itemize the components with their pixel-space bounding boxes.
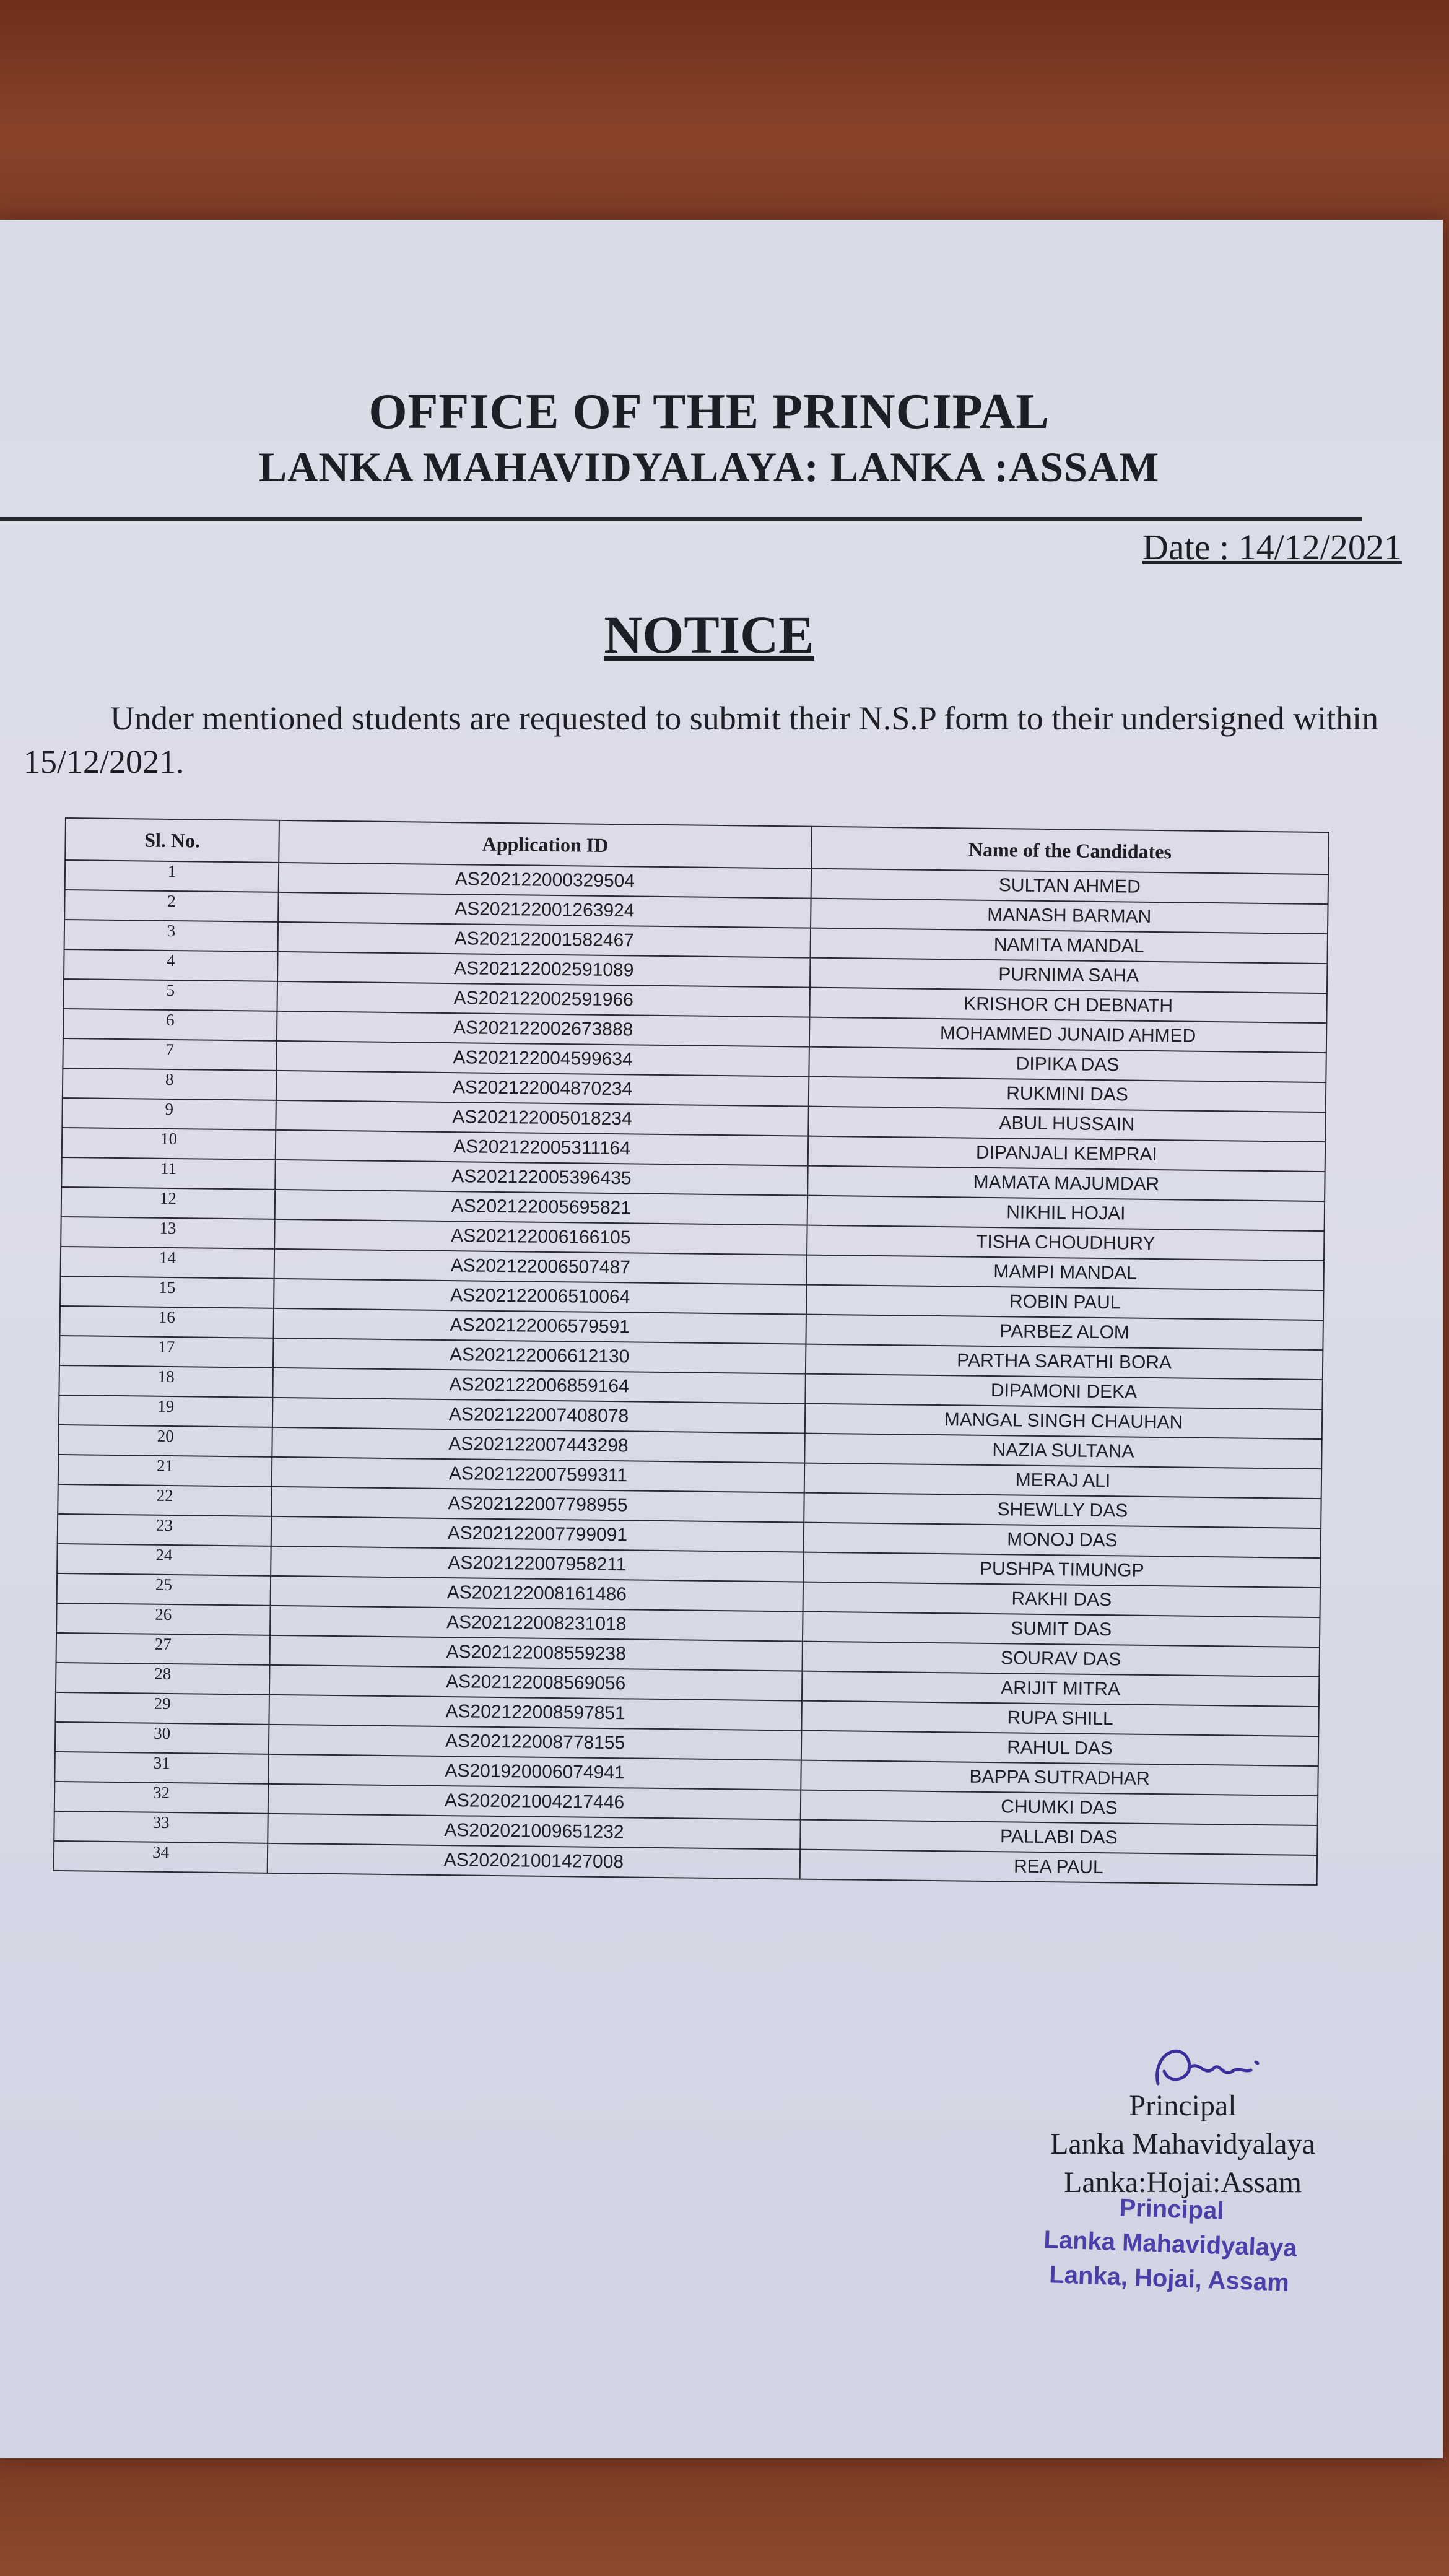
cell-candidate-name: MONOJ DAS: [804, 1523, 1321, 1558]
header-candidate-name: Name of the Candidates: [811, 827, 1329, 874]
cell-sl-no: 19: [59, 1395, 273, 1427]
cell-sl-no: 27: [56, 1633, 271, 1665]
cell-application-id: AS202122008569056: [269, 1665, 802, 1701]
cell-sl-no: 23: [58, 1514, 272, 1546]
cell-application-id: AS202122002591966: [277, 981, 809, 1017]
cell-candidate-name: MANASH BARMAN: [811, 899, 1328, 934]
cell-candidate-name: MOHAMMED JUNAID AHMED: [809, 1017, 1326, 1053]
cell-sl-no: 34: [54, 1841, 268, 1873]
cell-sl-no: 22: [58, 1484, 272, 1516]
cell-sl-no: 12: [61, 1187, 276, 1219]
cell-application-id: AS202122004599634: [276, 1041, 809, 1077]
cell-candidate-name: RUKMINI DAS: [809, 1077, 1326, 1112]
cell-sl-no: 28: [56, 1663, 270, 1695]
cell-candidate-name: SOURAV DAS: [802, 1642, 1319, 1677]
cell-sl-no: 11: [61, 1157, 276, 1190]
cell-sl-no: 13: [61, 1217, 275, 1249]
header-divider: [0, 517, 1362, 521]
cell-sl-no: 10: [62, 1128, 276, 1160]
cell-application-id: AS202122005695821: [275, 1190, 807, 1225]
cell-sl-no: 4: [64, 949, 278, 981]
notice-title: NOTICE: [604, 605, 814, 664]
cell-application-id: AS202122008559238: [269, 1635, 802, 1671]
office-heading: OFFICE OF THE PRINCIPAL: [368, 385, 1050, 439]
cell-application-id: AS202122005311164: [276, 1130, 808, 1166]
cell-candidate-name: CHUMKI DAS: [801, 1790, 1318, 1825]
cell-sl-no: 16: [60, 1306, 274, 1338]
cell-candidate-name: RAKHI DAS: [803, 1582, 1320, 1617]
cell-candidate-name: NIKHIL HOJAI: [807, 1196, 1325, 1231]
cell-application-id: AS202122006859164: [272, 1368, 805, 1404]
cell-sl-no: 26: [56, 1603, 271, 1635]
cell-sl-no: 3: [64, 920, 279, 952]
cell-application-id: AS202122008231018: [270, 1606, 803, 1642]
cell-candidate-name: SUMIT DAS: [803, 1612, 1320, 1647]
notice-paper: [0, 220, 1443, 2458]
tabletop-background-top: [0, 0, 1449, 229]
cell-candidate-name: REA PAUL: [800, 1850, 1317, 1885]
cell-application-id: AS202122001263924: [278, 892, 811, 928]
cell-candidate-name: MAMPI MANDAL: [807, 1255, 1324, 1290]
cell-candidate-name: KRISHOR CH DEBNATH: [809, 988, 1326, 1023]
cell-application-id: AS202122006507487: [274, 1249, 807, 1285]
signatory-college: Lanka Mahavidyalaya: [1050, 2128, 1315, 2160]
cell-candidate-name: RAHUL DAS: [801, 1731, 1318, 1766]
cell-candidate-name: SULTAN AHMED: [811, 869, 1328, 904]
cell-candidate-name: ROBIN PAUL: [806, 1285, 1323, 1320]
cell-sl-no: 15: [60, 1276, 274, 1308]
cell-sl-no: 32: [54, 1782, 269, 1814]
cell-candidate-name: PARTHA SARATHI BORA: [806, 1344, 1323, 1380]
cell-application-id: AS202122007798955: [271, 1487, 804, 1523]
cell-candidate-name: MAMATA MAJUMDAR: [807, 1166, 1325, 1201]
cell-sl-no: 17: [59, 1336, 274, 1368]
header-application-id: Application ID: [279, 820, 812, 869]
cell-sl-no: 2: [64, 890, 279, 922]
tabletop-background-bottom: [0, 2452, 1449, 2576]
cell-application-id: AS202122002673888: [277, 1011, 809, 1047]
stamp-line-college: Lanka Mahavidyalaya: [1043, 2226, 1298, 2263]
cell-application-id: AS202122007408078: [272, 1398, 805, 1434]
cell-application-id: AS202122002591089: [277, 952, 810, 988]
cell-sl-no: 8: [63, 1068, 277, 1100]
cell-application-id: AS202021004217446: [268, 1784, 801, 1820]
cell-candidate-name: TISHA CHOUDHURY: [807, 1225, 1324, 1261]
cell-candidate-name: DIPIKA DAS: [809, 1047, 1326, 1082]
cell-sl-no: 5: [63, 979, 277, 1011]
signatory-place: Lanka:Hojai:Assam: [1064, 2166, 1302, 2199]
cell-candidate-name: MERAJ ALI: [804, 1463, 1321, 1499]
cell-sl-no: 29: [55, 1692, 269, 1725]
signatory-designation: Principal: [1129, 2089, 1237, 2122]
college-heading: LANKA MAHAVIDYALAYA: LANKA :ASSAM: [258, 443, 1160, 490]
principal-stamp: [1007, 2187, 1333, 2302]
cell-application-id: AS202122007958211: [271, 1546, 803, 1582]
cell-application-id: AS202122006579591: [273, 1308, 806, 1344]
cell-application-id: AS202122008778155: [269, 1725, 801, 1760]
cell-application-id: AS202122007443298: [272, 1427, 804, 1463]
cell-sl-no: 7: [63, 1038, 277, 1071]
cell-sl-no: 31: [54, 1752, 269, 1784]
cell-sl-no: 20: [58, 1425, 272, 1457]
cell-application-id: AS202122005396435: [275, 1160, 807, 1196]
cell-sl-no: 14: [61, 1247, 275, 1279]
cell-application-id: AS202122001582467: [278, 922, 811, 958]
cell-candidate-name: MANGAL SINGH CHAUHAN: [805, 1404, 1322, 1439]
cell-candidate-name: ARIJIT MITRA: [802, 1671, 1319, 1707]
cell-application-id: AS202122006166105: [274, 1219, 807, 1255]
cell-application-id: AS201920006074941: [268, 1754, 801, 1790]
cell-sl-no: 9: [62, 1098, 276, 1130]
cell-application-id: AS202021001427008: [268, 1843, 800, 1879]
cell-application-id: AS202122005018234: [276, 1100, 808, 1136]
signature-block: [1009, 2087, 1356, 2202]
cell-candidate-name: ABUL HUSSAIN: [808, 1107, 1325, 1142]
cell-sl-no: 21: [58, 1455, 272, 1487]
cell-candidate-name: PARBEZ ALOM: [806, 1315, 1323, 1350]
cell-application-id: AS202122006612130: [273, 1338, 806, 1374]
cell-application-id: AS202122008597851: [269, 1695, 801, 1731]
candidates-table-body: [54, 860, 1328, 1885]
cell-candidate-name: SHEWLLY DAS: [804, 1493, 1321, 1528]
cell-sl-no: 30: [55, 1722, 269, 1754]
cell-candidate-name: PURNIMA SAHA: [810, 958, 1327, 993]
cell-candidate-name: BAPPA SUTRADHAR: [801, 1760, 1318, 1796]
cell-sl-no: 1: [65, 860, 279, 892]
cell-candidate-name: PUSHPA TIMUNGP: [803, 1552, 1320, 1588]
cell-application-id: AS202122004870234: [276, 1071, 809, 1107]
cell-candidate-name: DIPAMONI DEKA: [805, 1374, 1322, 1409]
candidates-table: [53, 817, 1329, 1886]
notice-intro: Under mentioned students are requested to submit their N.S.P form to their undersigned within 15/12/2021.: [24, 700, 1379, 780]
header-sl-no: Sl. No.: [65, 818, 279, 863]
cell-application-id: AS202122008161486: [271, 1576, 803, 1612]
cell-application-id: AS202021009651232: [268, 1814, 800, 1850]
cell-candidate-name: DIPANJALI KEMPRAI: [808, 1136, 1325, 1172]
cell-sl-no: 33: [54, 1811, 268, 1843]
notice-date: Date : 14/12/2021: [1142, 527, 1402, 567]
cell-application-id: AS202122007599311: [272, 1457, 804, 1493]
cell-candidate-name: NAZIA SULTANA: [804, 1434, 1321, 1469]
cell-candidate-name: NAMITA MANDAL: [811, 928, 1328, 964]
cell-application-id: AS202122000329504: [279, 863, 811, 899]
cell-sl-no: 25: [57, 1573, 271, 1606]
cell-application-id: AS202122006510064: [274, 1279, 806, 1315]
cell-sl-no: 18: [59, 1365, 273, 1398]
cell-application-id: AS202122007799091: [271, 1516, 804, 1552]
stamp-line-designation: Principal: [1118, 2194, 1225, 2225]
cell-sl-no: 24: [57, 1544, 271, 1576]
cell-candidate-name: RUPA SHILL: [801, 1701, 1318, 1736]
cell-sl-no: 6: [63, 1009, 277, 1041]
cell-candidate-name: PALLABI DAS: [800, 1820, 1317, 1855]
stamp-line-place: Lanka, Hojai, Assam: [1048, 2261, 1290, 2297]
